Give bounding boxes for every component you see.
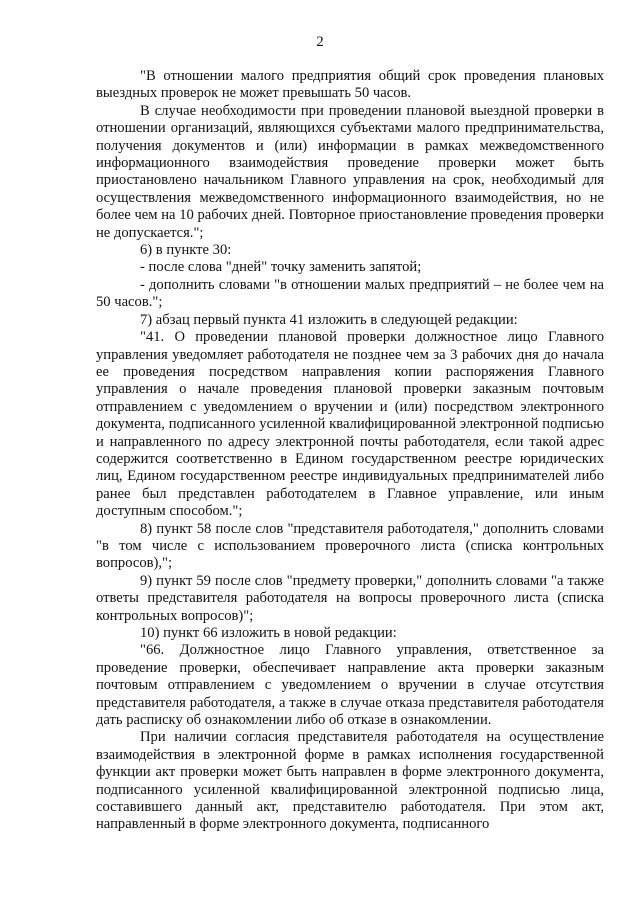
document-body xyxy=(96,68,604,834)
paragraph-item-8: 8) пункт 58 после слов "представителя работодателя," дополнить словами "в том числе с использованием проверочного листа (списка контрольных вопросов),"; xyxy=(96,520,604,572)
paragraph-item-9: 9) пункт 59 после слов "предмету проверки," дополнить словами "а также ответы представителя работодателя на вопросы проверочного листа (списка контрольных вопросов)"; xyxy=(96,572,604,624)
paragraph-item-6-sub-1: - после слова "дней" точку заменить запятой; xyxy=(140,259,422,276)
paragraph-electronic-consent: При наличии согласия представителя работодателя на осуществление взаимодействия в электронной форме в рамках исполнения государственной функции акт проверки может быть направлен в форме электронного документа, подписанного усиленной квалифицированной электронной подписью лица, составившего данный акт, представителю работодателя. При этом акт, направленный в форме электронного документа, подписанного xyxy=(96,729,604,833)
paragraph-item-6: 6) в пункте 30: xyxy=(140,242,232,259)
paragraph-small-enterprise-term: "В отношении малого предприятия общий срок проведения плановых выездных проверок не может превышать 50 часов. xyxy=(96,68,604,102)
paragraph-suspension: В случае необходимости при проведении плановой выездной проверки в отношении организаций, являющихся субъектами малого предпринимательства, получения документов и (или) информации в рамках межведомственного информационного взаимодействия проведение проверки может быть приостановлено начальником Главного управления на срок, необходимый для осуществления межведомственного информационного взаимодействия, но не более чем на 10 рабочих дней. Повторное приостановление проведения проверки не допускается."; xyxy=(96,102,604,241)
paragraph-clause-41: "41. О проведении плановой проверки должностное лицо Главного управления уведомляет работодателя не позднее чем за 3 рабочих дня до начала ее проведения посредством направления копии распоряжения Главного управления о начале проведения плановой проверки заказным почтовым отправлением с уведомлением о вручении и (или) посредством электронного документа, подписанного усиленной квалифицированной электронной подписью и направленного по адресу электронной почты работодателя, если такой адрес содержится соответственно в Едином государственном реестре юридических лиц, Едином государственном реестре индивидуальных предпринимателей либо ранее был представлен работодателем в Главное управление, или иным доступным способом."; xyxy=(96,329,604,520)
page-number: 2 xyxy=(316,34,324,50)
paragraph-item-6-sub-2: - дополнить словами "в отношении малых предприятий – не более чем на 50 часов."; xyxy=(96,276,604,311)
paragraph-clause-66: "66. Должностное лицо Главного управления, ответственное за проведение проверки, обеспечивает направление акта проверки заказным почтовым отправлением с уведомлением о вручении в случае отсутствия представителя работодателя, а также в случае отказа представителя работодателя дать расписку об ознакомлении либо об отказе в ознакомлении. xyxy=(96,642,604,729)
paragraph-item-10: 10) пункт 66 изложить в новой редакции: xyxy=(140,625,397,641)
paragraph-item-7: 7) абзац первый пункта 41 изложить в следующей редакции: xyxy=(140,311,518,328)
